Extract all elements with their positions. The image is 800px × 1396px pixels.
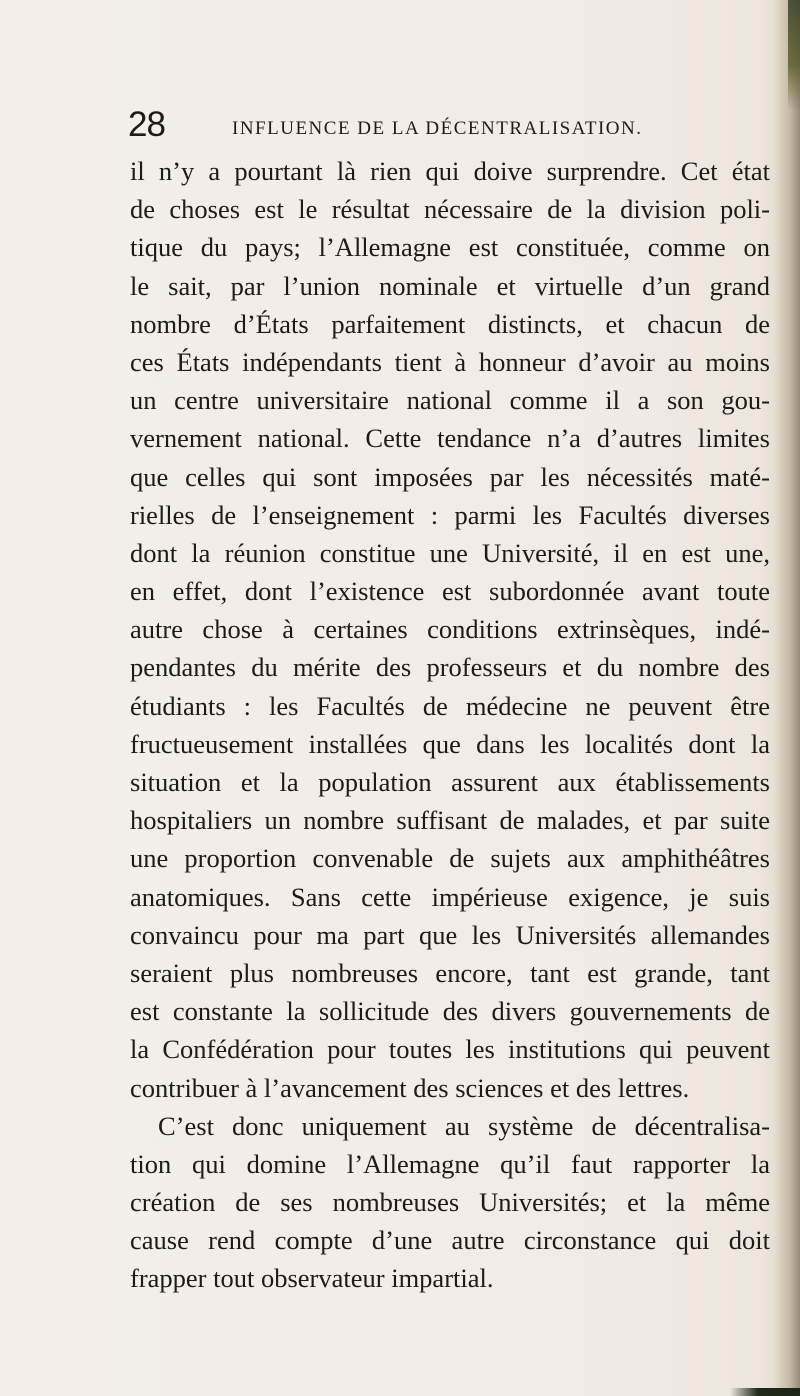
text-line: cause rend compte d’une autre circonstance qui doit <box>130 1225 770 1256</box>
text-line: création de ses nombreuses Universités; et la même <box>130 1187 770 1218</box>
page-number: 28 <box>128 105 165 144</box>
text-line: étudiants : les Facultés de médecine ne peuvent être <box>130 690 770 721</box>
text-line: fructueusement installées que dans les localités dont la <box>130 728 770 759</box>
text-line: dont la réunion constitue une Université, il en est une, <box>130 537 770 568</box>
text-line: de choses est le résultat nécessaire de la division poli- <box>130 194 770 225</box>
text-line: seraient plus nombreuses encore, tant est grande, tant <box>130 957 770 988</box>
text-line: est constante la sollicitude des divers gouvernements de <box>130 996 770 1027</box>
page-header <box>128 103 728 147</box>
text-line: ces États indépendants tient à honneur d’avoir au moins <box>130 346 770 377</box>
text-line: que celles qui sont imposées par les nécessités maté- <box>130 461 770 492</box>
body-text <box>130 152 770 1298</box>
page-corner-mark <box>730 1388 800 1396</box>
text-line: pendantes du mérite des professeurs et du nombre des <box>130 652 770 683</box>
text-line: rielles de l’enseignement : parmi les Facultés diverses <box>130 499 770 530</box>
text-line: C’est donc uniquement au système de décentralisa- <box>158 1110 770 1141</box>
text-line: vernement national. Cette tendance n’a d’autres limites <box>130 423 770 454</box>
text-line: un centre universitaire national comme il a son gou- <box>130 385 770 416</box>
text-line: autre chose à certaines conditions extrinsèques, indé- <box>130 614 770 645</box>
text-line: tion qui domine l’Allemagne qu’il faut rapporter la <box>130 1148 770 1179</box>
text-line: anatomiques. Sans cette impérieuse exigence, je suis <box>130 881 770 912</box>
text-line: en effet, dont l’existence est subordonnée avant toute <box>130 576 770 607</box>
page-edge-mark <box>788 0 800 110</box>
text-line: frapper tout observateur impartial. <box>130 1263 494 1294</box>
text-line: la Confédération pour toutes les institutions qui peuvent <box>130 1034 770 1065</box>
text-line: hospitaliers un nombre suffisant de malades, et par suite <box>130 805 770 836</box>
text-line: tique du pays; l’Allemagne est constituée, comme on <box>130 232 770 263</box>
running-head: INFLUENCE DE LA DÉCENTRALISATION. <box>232 118 643 139</box>
text-line: une proportion convenable de sujets aux amphithéâtres <box>130 843 770 874</box>
page-edge-shadow <box>774 0 800 1396</box>
text-line: il n’y a pourtant là rien qui doive surprendre. Cet état <box>130 156 770 186</box>
text-line: convaincu pour ma part que les Universités allemandes <box>130 919 770 950</box>
text-line: nombre d’États parfaitement distincts, et chacun de <box>130 308 770 339</box>
text-line: situation et la population assurent aux établissements <box>130 767 770 797</box>
text-line: contribuer à l’avancement des sciences et des lettres. <box>130 1072 690 1103</box>
text-line: le sait, par l’union nominale et virtuelle d’un grand <box>130 270 770 301</box>
